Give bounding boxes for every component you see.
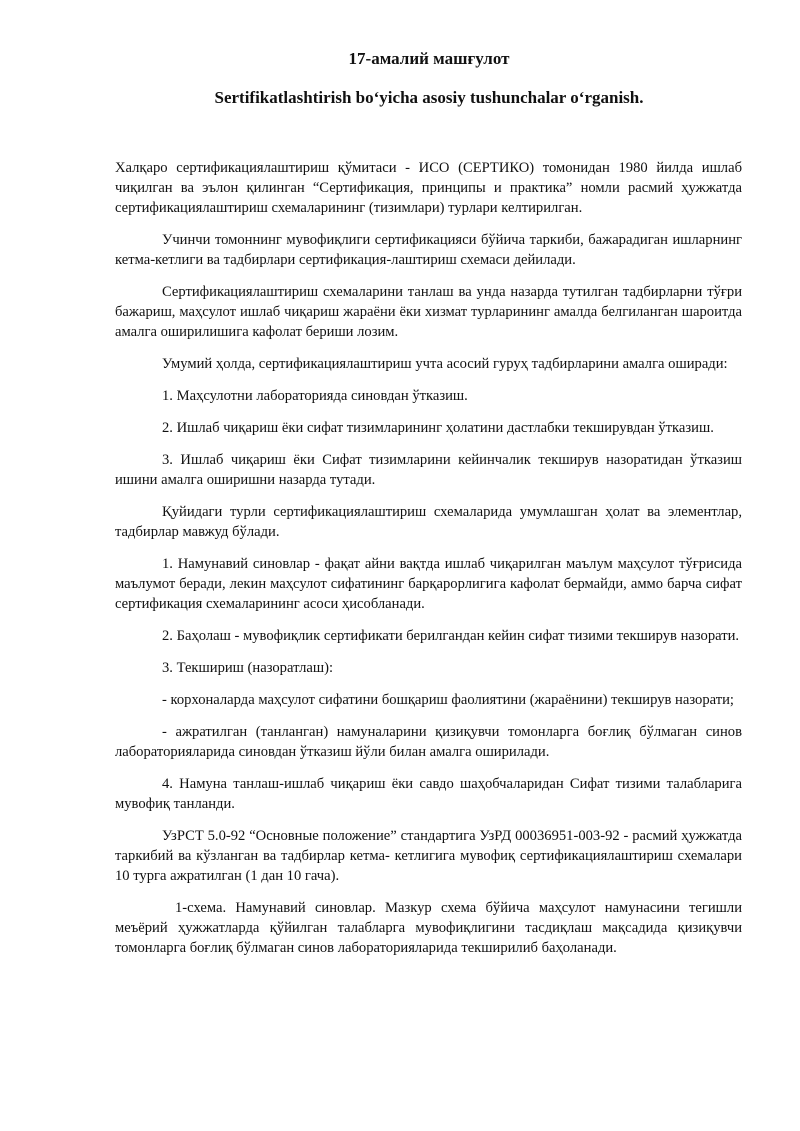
- list-item: 3. Текшириш (назоратлаш):: [162, 660, 334, 676]
- list-item: 1. Маҳсулотни лабораторияда синовдан ўтказиш.: [162, 388, 468, 404]
- document-body: [115, 158, 742, 970]
- list-item: - корхоналарда маҳсулот сифатини бошқариш фаолиятини (жараёнини) текширув назорати;: [162, 692, 734, 708]
- list-item: 4. Намуна танлаш-ишлаб чиқариш ёки савдо шаҳобчаларидан Сифат тизими талабларига мувофиқ танланди.: [115, 776, 742, 812]
- list-item: 2. Ишлаб чиқариш ёки сифат тизимларининг ҳолатини дастлабки текширувдан ўтказиш.: [162, 420, 714, 436]
- paragraph: Қуйидаги турли сертификациялаштириш схемаларида умумлашган ҳолат ва элементлар, тадбирлар мавжуд бўлади.: [115, 504, 742, 540]
- paragraph: Учинчи томоннинг мувофиқлиги сертификацияси бўйича таркиби, бажарадиган ишларнинг кетма-кетлиги ва тадбирлари сертификация-лаштириш схемаси дейилади.: [115, 232, 742, 268]
- paragraph: Сертификациялаштириш схемаларини танлаш ва унда назарда тутилган тадбирларни тўғри бажариш, маҳсулот ишлаб чиқариш жараёни ёки хизмат турларининг амалда белгиланган шароитда амалга оширилишига кафолат бериши лозим.: [115, 284, 742, 340]
- list-item: 3. Ишлаб чиқариш ёки Сифат тизимларини кейинчалик текширув назоратидан ўтказиш ишини амалга оширишни назарда тутади.: [115, 452, 742, 488]
- paragraph: УзРСТ 5.0-92 “Основные положение” стандартига УзРД 00036951-003-92 - расмий ҳужжатда таркибий ва кўзланган ва тадбирлар кетма- кетлигига мувофиқ сертификациялаштириш схемалари 10 турга ажратилган (1 дан 10 гача).: [115, 828, 742, 884]
- paragraph: 1-схема. Намунавий синовлар. Мазкур схема бўйича маҳсулот намунасини тегишли меъёрий ҳужжатларда қўйилган талабларга мувофиқлигини тасдиқлаш мақсадида қизиқувчи томонларга боғлиқ бўлмаган синов лабораторияларида текширилиб баҳоланади.: [115, 900, 742, 956]
- list-item: - ажратилган (танланган) намуналарини қизиқувчи томонларга боғлиқ бўлмаган синов лабораторияларида синовдан ўтказиш йўли билан амалга оширилади.: [115, 724, 742, 760]
- paragraph: Халқаро сертификациялаштириш қўмитаси - ИСО (СЕРТИКО) томонидан 1980 йилда ишлаб чиқилган ва эълон қилинган “Сертификация, принципы и практика” номли расмий ҳужжатда сертификациялаштириш схемаларининг (тизимлари) турлари келтирилган.: [115, 160, 742, 216]
- paragraph: Умумий ҳолда, сертификациялаштириш учта асосий гуруҳ тадбирларини амалга оширади:: [162, 356, 728, 372]
- document-subtitle: Sertifikatlashtirish boʻyicha asosiy tushunchalar oʻrganish.: [214, 88, 644, 107]
- list-item: 2. Баҳолаш - мувофиқлик сертификати берилгандан кейин сифат тизими текширув назорати.: [162, 628, 740, 644]
- list-item: 1. Намунавий синовлар - фақат айни вақтда ишлаб чиқарилган маълум маҳсулот тўғрисида маълумот беради, лекин маҳсулот сифатининг барқарорлигига кафолат бермайди, аммо барча сифат сертификация схемаларининг асоси ҳисобланади.: [115, 556, 742, 612]
- document-title: 17-амалий машғулот: [348, 49, 510, 68]
